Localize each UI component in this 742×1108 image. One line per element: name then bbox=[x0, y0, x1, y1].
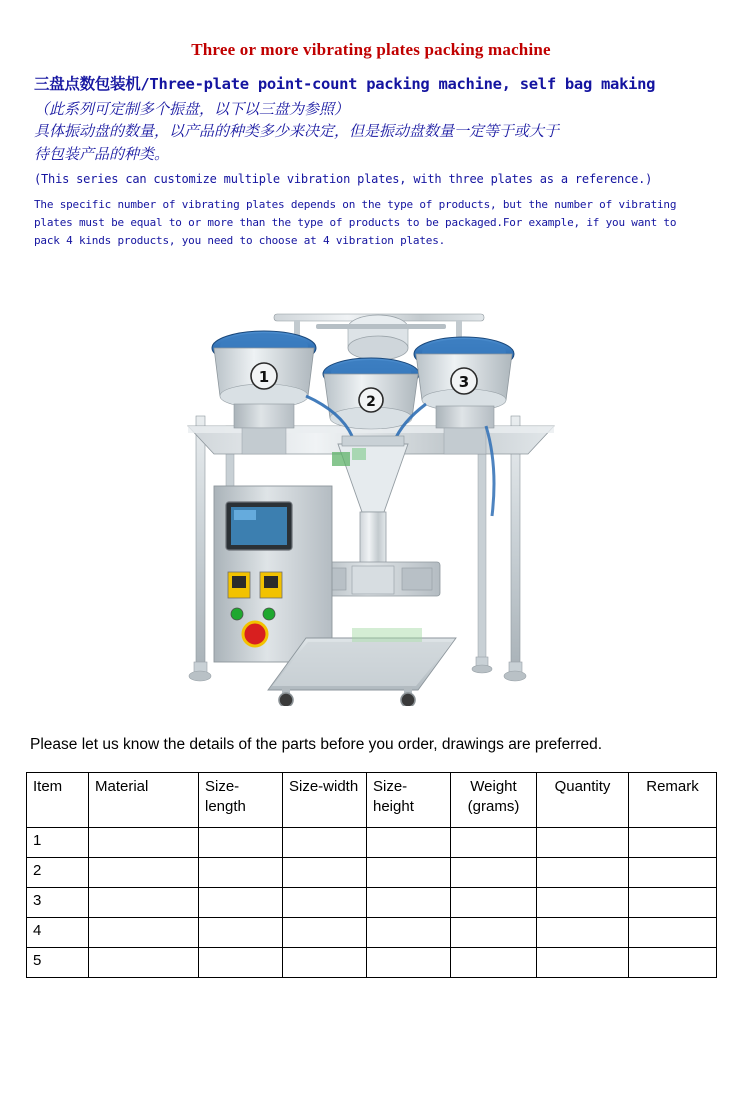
cell-height[interactable] bbox=[367, 888, 451, 918]
note-paren-en: (This series can customize multiple vibration plates, with three plates as a reference.) bbox=[34, 172, 653, 187]
cell-length[interactable] bbox=[199, 858, 283, 888]
cell-width[interactable] bbox=[283, 888, 367, 918]
column-header-item: Item bbox=[27, 773, 89, 828]
cell-length[interactable] bbox=[199, 888, 283, 918]
cell-remark[interactable] bbox=[629, 828, 717, 858]
body-cn-line2: 待包装产品的种类。 bbox=[34, 146, 170, 163]
cell-quantity[interactable] bbox=[537, 828, 629, 858]
table-row bbox=[27, 918, 717, 948]
heading-cn-en: 三盘点数包装机/Three-plate point-count packing machine, self bag making bbox=[34, 75, 656, 93]
cell-remark[interactable] bbox=[629, 858, 717, 888]
table-row bbox=[27, 828, 717, 858]
note-paren-cn: （此系列可定制多个振盘，以下以三盘为参照） bbox=[34, 101, 350, 118]
cell-weight[interactable] bbox=[451, 918, 537, 948]
cell-item: 4 bbox=[27, 918, 89, 948]
cell-weight[interactable] bbox=[451, 828, 537, 858]
cell-width[interactable] bbox=[283, 948, 367, 978]
intro-block bbox=[34, 74, 708, 250]
column-header-remark: Remark bbox=[629, 773, 717, 828]
body-cn-line1: 具体振动盘的数量，以产品的种类多少来决定，但是振动盘数量一定等于或大于 bbox=[34, 124, 560, 141]
body-en: The specific number of vibrating plates depends on the type of products, but the number of vibrating plates must be equal to or more than the type of products to be packaged.For example, if you want to pack 4 kinds products, you need to choose at 4 vibration plates. bbox=[34, 197, 677, 248]
svg-text:1: 1 bbox=[258, 368, 270, 387]
control-cabinet bbox=[214, 486, 332, 662]
cell-item: 5 bbox=[27, 948, 89, 978]
cell-height[interactable] bbox=[367, 918, 451, 948]
cell-item: 1 bbox=[27, 828, 89, 858]
document-page bbox=[0, 40, 742, 1108]
cell-quantity[interactable] bbox=[537, 918, 629, 948]
cell-item: 2 bbox=[27, 858, 89, 888]
cell-quantity[interactable] bbox=[537, 888, 629, 918]
cell-height[interactable] bbox=[367, 948, 451, 978]
cell-width[interactable] bbox=[283, 828, 367, 858]
cell-weight[interactable] bbox=[451, 858, 537, 888]
cell-length[interactable] bbox=[199, 948, 283, 978]
cell-material[interactable] bbox=[89, 918, 199, 948]
cell-length[interactable] bbox=[199, 828, 283, 858]
cell-material[interactable] bbox=[89, 858, 199, 888]
column-header-size-length: Size-length bbox=[199, 773, 283, 828]
column-header-size-width: Size-width bbox=[283, 773, 367, 828]
cell-remark[interactable] bbox=[629, 948, 717, 978]
cell-height[interactable] bbox=[367, 858, 451, 888]
cell-length[interactable] bbox=[199, 918, 283, 948]
machine-photo bbox=[156, 276, 586, 706]
machine-illustration bbox=[156, 276, 586, 706]
cell-remark[interactable] bbox=[629, 888, 717, 918]
order-note: Please let us know the details of the parts before you order, drawings are preferred. bbox=[30, 736, 603, 754]
cell-item: 3 bbox=[27, 888, 89, 918]
cell-material[interactable] bbox=[89, 888, 199, 918]
cell-weight[interactable] bbox=[451, 888, 537, 918]
cell-height[interactable] bbox=[367, 828, 451, 858]
cell-width[interactable] bbox=[283, 858, 367, 888]
svg-text:3: 3 bbox=[458, 373, 470, 392]
vibration-bowl-2 bbox=[323, 358, 419, 429]
cell-weight[interactable] bbox=[451, 948, 537, 978]
cell-quantity[interactable] bbox=[537, 858, 629, 888]
parts-table bbox=[26, 772, 717, 978]
table-row bbox=[27, 888, 717, 918]
table-row bbox=[27, 948, 717, 978]
column-header-weight: Weight (grams) bbox=[451, 773, 537, 828]
cell-remark[interactable] bbox=[629, 918, 717, 948]
cell-width[interactable] bbox=[283, 918, 367, 948]
column-header-quantity: Quantity bbox=[537, 773, 629, 828]
table-row bbox=[27, 858, 717, 888]
cell-material[interactable] bbox=[89, 948, 199, 978]
page-title: Three or more vibrating plates packing machine bbox=[191, 40, 551, 59]
cell-quantity[interactable] bbox=[537, 948, 629, 978]
cell-material[interactable] bbox=[89, 828, 199, 858]
column-header-material: Material bbox=[89, 773, 199, 828]
column-header-size-height: Size-height bbox=[367, 773, 451, 828]
table-header-row bbox=[27, 773, 717, 828]
svg-text:2: 2 bbox=[366, 394, 376, 411]
